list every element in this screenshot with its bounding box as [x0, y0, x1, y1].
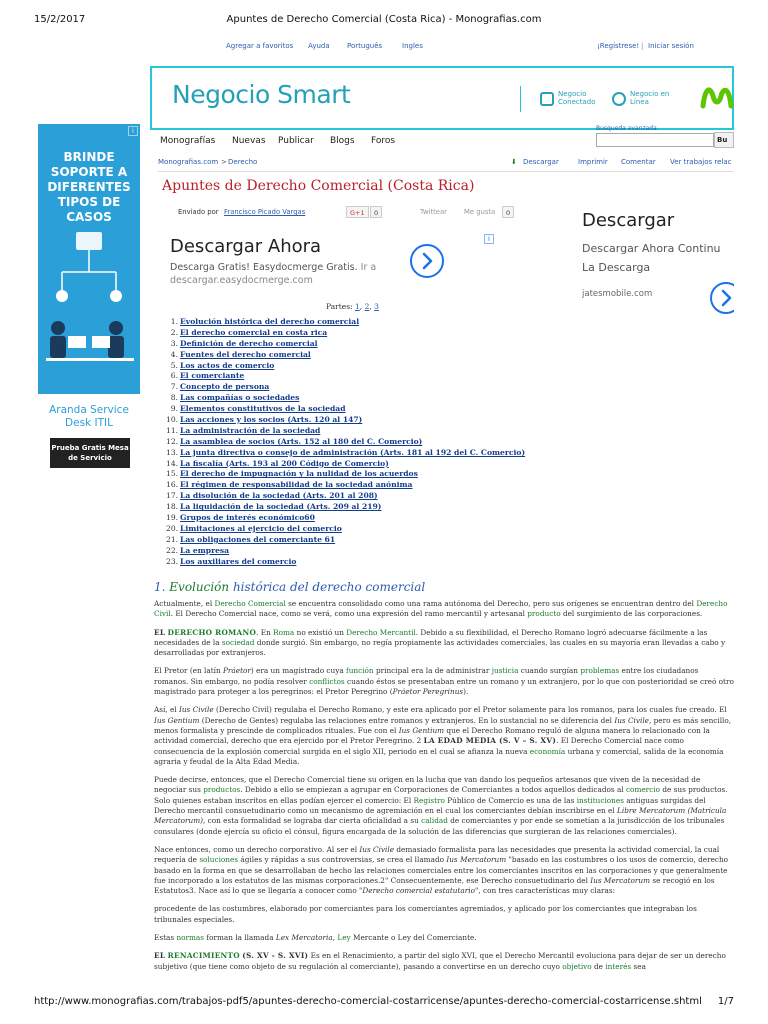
left-side-ad[interactable]	[38, 124, 140, 472]
toc-item	[166, 513, 646, 524]
ad-choices-icon[interactable]: i	[484, 234, 494, 244]
breadcrumb-category[interactable]: Derecho	[228, 158, 258, 166]
inline-link[interactable]: conflictos	[309, 676, 345, 686]
nav-item-blogs[interactable]: Blogs	[330, 136, 355, 146]
banner-divider	[520, 86, 521, 112]
toc-number: 19.	[166, 513, 179, 523]
toc-link[interactable]: Las compañías o sociedades	[180, 393, 300, 403]
globe-icon	[612, 92, 626, 106]
toc-link[interactable]: Elementos constitutivos de la sociedad	[180, 404, 346, 414]
toc-item	[166, 469, 646, 480]
toc-link[interactable]: El régimen de responsabilidad de la sociedad anónima	[180, 480, 413, 490]
chevron-right-icon	[412, 246, 442, 276]
toc-link[interactable]: Los actos de comercio	[180, 360, 275, 370]
paragraph: Así, el Ius Civile (Derecho Civil) regulaba el Derecho Romano, y este era aplicado por el Pretor solamente para los romanos, para los cuales fue creado. El Ius Gentium (Derecho de Gentes) regulaba las relaciones entre romanos y extranjeros. En lo sustancial no se diferencia del Ius Civile, pero es más sencillo, menos formalista y prescinde de complicados rituales. Fue con el Ius Gentium que el Derecho Romano reguló de alguna manera lo relacionado con la actividad comercial, derecho que era ejercido por el Pretor Peregrino. 2 LA EDAD MEDIA (S. V – S. XV). El Derecho Comercial nace como consecuencia de la explosión comercial surgida en el siglo XII, periodo en el cual se afianza la nueva economía urbana y comercial, salida de la economía agraria y feudal de la Alta Edad Media.	[154, 705, 732, 766]
toc-link[interactable]: El comerciante	[180, 371, 245, 381]
toc-link[interactable]: La disolución de la sociedad (Arts. 201 al 208)	[180, 491, 378, 501]
ad-choices-icon[interactable]: i	[128, 126, 138, 136]
toc-item	[166, 459, 646, 470]
portuguese-link[interactable]: Português	[347, 42, 383, 50]
toc-link[interactable]: Fuentes del derecho comercial	[180, 349, 311, 359]
section-title-rest: histórica del derecho comercial	[232, 580, 426, 594]
download-ad-url: descargar.easydocmerge.com	[170, 275, 313, 286]
print-header	[34, 14, 734, 28]
paragraph: EL DERECHO ROMANO. En Roma no existió un Derecho Mercantil. Debido a su flexibilidad, el Derecho Romano logró adecuarse fácilmente a las necesidades de la sociedad donde surgió. Sin embargo, no regía propiamente las actividades comerciales, las cuales en su mayoría eran llevadas a cabo y desarrolladas por extranjeros.	[154, 627, 726, 658]
nav-item-foros[interactable]: Foros	[371, 136, 396, 146]
toc-link[interactable]: El derecho de impugnación y la nulidad de los acuerdos	[180, 469, 418, 479]
toc-number: 20.	[166, 523, 179, 533]
nav-item-monografias[interactable]: Monografías	[160, 136, 216, 146]
left-ad-panel	[38, 124, 140, 394]
paragraph: EL RENACIMIENTO (S. XV - S. XVI) Es en el Renacimiento, a partir del siglo XVI, que el Derecho Mercantil evoluciona para dejar de ser un derecho subjetivo (que tiene como objeto de su regulación al comerciante), pasando a convertirse en un derecho cuyo objetivo de interés sea	[154, 951, 726, 971]
toc-item	[166, 328, 646, 339]
print-link[interactable]: Imprimir	[578, 158, 608, 166]
right-ad-go-button[interactable]	[710, 282, 734, 314]
print-page-title: Apuntes de Derecho Comercial (Costa Rica) - Monografias.com	[226, 14, 542, 25]
breadcrumb-separator: >	[221, 158, 227, 166]
toc-item	[166, 535, 646, 546]
breadcrumb	[158, 158, 734, 170]
right-ad-line2: La Descarga	[582, 261, 651, 274]
sent-by-label: Enviado por	[178, 208, 219, 216]
part-link-1[interactable]: 1	[355, 302, 360, 311]
toc-number: 14.	[166, 458, 179, 468]
inline-link[interactable]: normas	[176, 933, 205, 943]
toc-item	[166, 350, 646, 361]
toc-item	[166, 480, 646, 491]
toc-item	[166, 393, 646, 404]
byline	[178, 206, 538, 220]
table-of-contents	[166, 317, 646, 567]
toc-link[interactable]: Limitaciones al ejercicio del comercio	[180, 523, 342, 533]
toc-link[interactable]: Definición de derecho comercial	[180, 338, 318, 348]
print-footer	[34, 996, 734, 1010]
toc-item	[166, 339, 646, 350]
banner-item-conectado: Negocio Conectado	[540, 88, 610, 112]
advanced-search-link[interactable]: Busqueda avanzada	[596, 125, 657, 132]
inline-link[interactable]: interés	[605, 961, 632, 971]
right-ad-line1: Descargar Ahora Continu	[582, 242, 721, 255]
toc-number: 9.	[170, 404, 178, 414]
inline-link[interactable]: objetivo	[562, 961, 592, 971]
toc-link[interactable]: La junta directiva o consejo de administración (Arts. 181 al 192 del C. Comercio)	[180, 447, 526, 457]
inline-link[interactable]: soluciones	[199, 855, 239, 865]
toc-link[interactable]: Las obligaciones del comerciante 61	[180, 534, 336, 544]
toc-number: 11.	[166, 425, 179, 435]
toc-link[interactable]: Los auxiliares del comercio	[180, 556, 297, 566]
nav-item-nuevas[interactable]: Nuevas	[232, 136, 266, 146]
toc-item	[166, 415, 646, 426]
add-favorites-link[interactable]: Agregar a favoritos	[226, 42, 294, 50]
part-link-3[interactable]: 3	[374, 302, 379, 311]
nav-item-publicar[interactable]: Publicar	[278, 136, 314, 146]
toc-number: 1.	[170, 317, 178, 326]
inline-link[interactable]: RENACIMIENTO	[167, 951, 240, 961]
support-illustration-icon	[42, 224, 136, 384]
inline-link[interactable]: DERECHO ROMANO	[167, 627, 257, 637]
inline-link[interactable]: instituciones	[576, 795, 624, 805]
inline-link[interactable]: Derecho Mercantil	[346, 627, 416, 637]
search-input[interactable]	[596, 133, 714, 147]
toc-item	[166, 546, 646, 557]
toc-link[interactable]: Las acciones y los socios (Arts. 120 al 147)	[180, 415, 363, 425]
download-ad[interactable]	[170, 234, 494, 296]
inline-link[interactable]: función	[346, 666, 374, 676]
toc-number: 23.	[166, 556, 179, 566]
search-box	[596, 124, 736, 152]
toc-number: 6.	[170, 371, 178, 381]
help-link[interactable]: Ayuda	[308, 42, 330, 50]
toc-link[interactable]: La liquidación de la sociedad (Arts. 209 al 219)	[180, 502, 382, 512]
toc-number: 2.	[170, 327, 178, 337]
inline-link[interactable]: economía	[529, 746, 566, 756]
inline-link[interactable]: Derecho Civil	[154, 599, 728, 619]
toc-number: 16.	[166, 480, 179, 490]
download-ad-headline: Descargar Ahora	[170, 236, 322, 257]
comment-link[interactable]: Comentar	[621, 158, 656, 166]
toc-item	[166, 437, 646, 448]
left-ad-headline: BRINDE SOPORTE A DIFERENTES TIPOS DE CASOS	[47, 150, 131, 224]
print-date: 15/2/2017	[34, 14, 86, 25]
paragraph: Actualmente, el Derecho Comercial se encuentra consolidado como una rama autónoma del Derecho, pero sus orígenes se encuentran dentro del Derecho Civil. El Derecho Comercial nace, como se verá, como una expresión del ramo mercantil y artesanal producto del surgimiento de las corporaciones.	[154, 599, 728, 619]
inline-link[interactable]: Registro	[413, 795, 445, 805]
right-download-ad[interactable]	[582, 206, 734, 316]
toc-item	[166, 361, 646, 372]
toc-link[interactable]: Evolución histórica del derecho comercial	[180, 317, 360, 326]
inline-link[interactable]: problemas	[580, 666, 620, 676]
free-trial-button[interactable]: Prueba Gratis Mesa de Servicio	[50, 438, 130, 468]
toc-item	[166, 426, 646, 437]
toc-number: 22.	[166, 545, 179, 555]
toc-item	[166, 404, 646, 415]
print-page-number: 1/7	[717, 996, 734, 1007]
like-count: 0	[502, 206, 514, 218]
related-works-link[interactable]: Ver trabajos relac	[670, 158, 732, 166]
search-button[interactable]: Bu	[714, 132, 734, 148]
register-link[interactable]: ¡Regístrese!	[597, 42, 640, 50]
toc-item	[166, 491, 646, 502]
toc-item	[166, 524, 646, 535]
paragraph: procedente de las costumbres, elaborado por comerciantes para los comerciantes agremiados, y aplicado por los comerciantes que integraban los tribunales especiales.	[154, 904, 697, 924]
inline-link[interactable]: comercio	[625, 785, 660, 795]
banner-item-en-linea: Negocio en Línea	[612, 88, 682, 112]
toc-link[interactable]: Grupos de interés económico60	[180, 513, 315, 523]
toc-item	[166, 317, 646, 328]
paragraph: Nace entonces, como un derecho corporativo. Al ser el Ius Civile demasiado formalista para las necesidades que presenta la actividad comercial, la cual requería de soluciones ágiles y rápidas a sus controversias, se crea el llamado Ius Mercatorum "basado en las costumbres o los usos de comercio, derecho basado en la forma en que se desarrollaban de hecho las relaciones comerciales entre los comerciantes inscritos en las corporaciones y que generalmente fue incorporado a los estatutos de las mismas corporaciones.2" Consecuentemente, ese Derecho consuetudinario del Ius Mercatorum se recogió en los Estatutos3. Nace así lo que se llegaría a conocer como "Derecho comercial estatutario", con tres características muy claras:	[154, 844, 729, 896]
toc-link[interactable]: La asamblea de socios (Arts. 152 al 180 del C. Comercio)	[180, 436, 423, 446]
download-link[interactable]: Descargar	[523, 158, 559, 166]
download-ad-go-button[interactable]	[410, 244, 444, 278]
paragraph: Estas normas forman la llamada Lex Mercatoria, Ley Mercante o Ley del Comerciante.	[154, 933, 477, 943]
inline-link[interactable]: productos	[203, 785, 241, 795]
section-link[interactable]: Evolución	[169, 580, 230, 594]
toc-number: 18.	[166, 502, 179, 512]
toc-item	[166, 448, 646, 459]
parts-label: Partes:	[326, 302, 353, 311]
english-link[interactable]: Ingles	[402, 42, 423, 50]
movistar-logo-icon	[700, 82, 734, 110]
toc-number: 5.	[170, 360, 178, 370]
section-number: 1.	[154, 580, 166, 594]
paragraph: Puede decirse, entonces, que el Derecho Comercial tiene su origen en la lucha que van dando los pequeños artesanos que viven de la necesidad de negociar sus productos. Debido a ello se empiezan a agrupar en Corporaciones de Comerciantes a todos aquellos dedicados al comercio de sus productos. Solo quienes estaban inscritos en ellas podían ejercer el comercio: El Registro Público de Comercio es una de las instituciones antiguas surgidas del Derecho mercantil consuetudinario como un mecanismo de agremiación en el cual los comerciantes debían inscribirse en el Libre Mercatorum (Matricula Mercatorum), con esta formalidad se lograba dar cierta oficialidad a su calidad de comerciantes y por ende se sometían a la jurisdicción de los tribunales consulares (donde ejercía su oficio el cónsul, figura encargada de la solución de las diferencias que surgieran de las relaciones comerciales).	[154, 775, 728, 836]
section-heading	[154, 580, 425, 594]
connected-icon	[540, 92, 554, 106]
inline-link[interactable]: Derecho Comercial	[214, 599, 286, 608]
toc-link[interactable]: La fiscalía (Arts. 193 al 200 Código de Comercio)	[180, 458, 389, 468]
download-arrow-icon: ⬇	[511, 158, 517, 166]
toc-number: 21.	[166, 534, 179, 544]
toc-number: 10.	[166, 415, 179, 425]
breadcrumb-home[interactable]: Monografias.com	[158, 158, 219, 166]
toplinks-separator: |	[641, 42, 644, 50]
article-body	[154, 599, 734, 980]
toc-number: 12.	[166, 436, 179, 446]
gplus-count: 0	[370, 206, 382, 218]
toc-number: 15.	[166, 469, 179, 479]
toc-number: 7.	[170, 382, 178, 392]
chevron-right-icon	[712, 284, 734, 312]
document-title: Apuntes de Derecho Comercial (Costa Rica)	[162, 178, 475, 194]
banner-title: Negocio Smart	[172, 80, 351, 109]
author-link[interactable]: Francisco Picado Vargas	[224, 208, 306, 216]
right-ad-headline: Descargar	[582, 210, 675, 231]
toc-link[interactable]: La administración de la sociedad	[180, 425, 321, 435]
toc-item	[166, 382, 646, 393]
toc-link[interactable]: El derecho comercial en costa rica	[180, 327, 328, 337]
left-ad-brand: Aranda Service Desk ITIL	[49, 404, 129, 429]
gplus-button[interactable]: G+1	[346, 206, 369, 218]
inline-link[interactable]: Ley	[337, 933, 351, 943]
part-link-2[interactable]: 2	[364, 302, 370, 311]
toc-number: 13.	[166, 447, 179, 457]
inline-link[interactable]: calidad	[421, 816, 448, 826]
inline-link[interactable]: producto	[527, 609, 561, 619]
inline-link[interactable]: justicia	[491, 666, 519, 676]
top-links	[0, 42, 768, 56]
toc-item	[166, 557, 646, 568]
toc-item	[166, 502, 646, 513]
breadcrumb-divider	[158, 171, 734, 172]
tweet-button[interactable]: Twittear	[420, 208, 447, 216]
toc-link[interactable]: La empresa	[180, 545, 230, 555]
toc-item	[166, 371, 646, 382]
download-ad-description: Descarga Gratis! Easydocmerge Gratis. Ir a	[170, 262, 377, 273]
toc-number: 4.	[170, 349, 178, 359]
login-link[interactable]: Iniciar sesión	[648, 42, 694, 50]
inline-link[interactable]: sociedad	[221, 637, 255, 647]
print-url: http://www.monografias.com/trabajos-pdf5/apuntes-derecho-comercial-costarricense/apuntes-derecho-comercial-costarricense.shtml	[34, 996, 702, 1007]
like-button[interactable]: Me gusta	[464, 208, 496, 216]
negocio-smart-banner[interactable]	[150, 66, 734, 130]
toc-link[interactable]: Concepto de persona	[180, 382, 270, 392]
toc-number: 8.	[170, 393, 178, 403]
inline-link[interactable]: Roma	[273, 627, 295, 637]
download-ad-link[interactable]: Ir a	[360, 262, 377, 273]
toc-number: 3.	[170, 338, 178, 348]
paragraph: El Pretor (en latín Práetor) era un magistrado cuya función principal era la de administrar justicia cuando surgían problemas entre los ciudadanos romanos. Sin embargo, no podía resolver conflictos cuando éstos se presentaban entre un romano y un extranjero, por lo que con posterioridad se creó otro magistrado para proteger a los peregrinos: el Pretor Peregrino (Práetor Peregrinus).	[154, 666, 734, 697]
right-ad-url: jatesmobile.com	[582, 289, 653, 299]
parts-nav: Partes: 1, 2, 3	[326, 302, 379, 311]
toc-number: 17.	[166, 491, 179, 501]
